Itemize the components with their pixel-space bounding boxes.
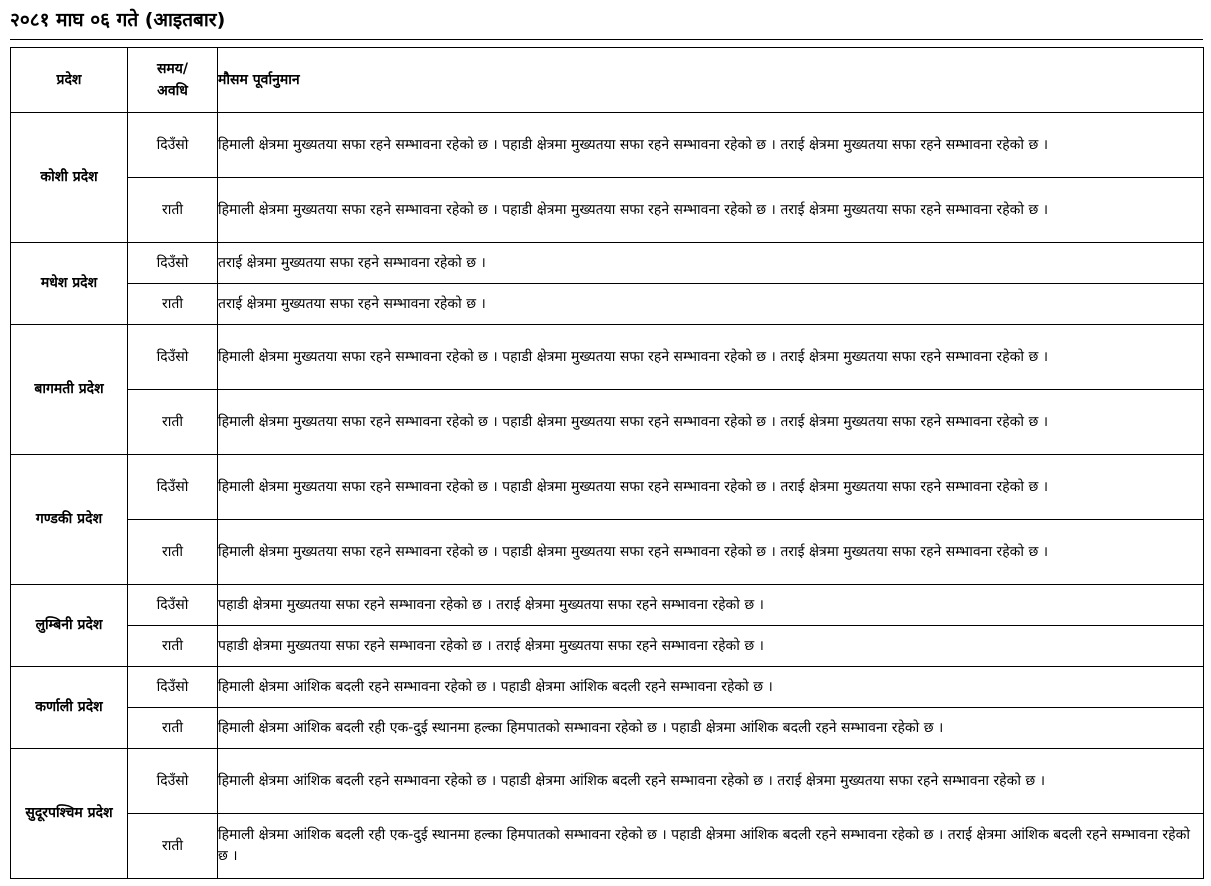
forecast-text: हिमाली क्षेत्रमा मुख्यतया सफा रहने सम्भावना रहेको छ । पहाडी क्षेत्रमा मुख्यतया सफा रहने सम्भावना रहेको छ । तराई क्षेत्रमा मुख्यतया सफा रहने सम्भावना रहेको छ । [218,325,1204,390]
province-name: कर्णाली प्रदेश [11,667,128,749]
header-forecast: मौसम पूर्वानुमान [218,48,1204,113]
table-header-row [11,48,1204,113]
header-time-line2: अवधि [157,83,188,99]
table-row-gandaki-night [11,520,1204,585]
province-name: बागमती प्रदेश [11,325,128,455]
period-night: राती [128,814,218,879]
period-day: दिउँसो [128,113,218,178]
forecast-text: हिमाली क्षेत्रमा आंशिक बदली रही एक-दुई स्थानमा हल्का हिमपातको सम्भावना रहेको छ । पहाडी क्षेत्रमा आंशिक बदली रहने सम्भावना रहेको छ । [218,708,1204,749]
forecast-text: हिमाली क्षेत्रमा मुख्यतया सफा रहने सम्भावना रहेको छ । पहाडी क्षेत्रमा मुख्यतया सफा रहने सम्भावना रहेको छ । तराई क्षेत्रमा मुख्यतया सफा रहने सम्भावना रहेको छ । [218,520,1204,585]
forecast-text: तराई क्षेत्रमा मुख्यतया सफा रहने सम्भावना रहेको छ । [218,284,1204,325]
forecast-text: हिमाली क्षेत्रमा आंशिक बदली रहने सम्भावना रहेको छ । पहाडी क्षेत्रमा आंशिक बदली रहने सम्भावना रहेको छ । तराई क्षेत्रमा मुख्यतया सफा रहने सम्भावना रहेको छ । [218,749,1204,814]
table-row-sudurpashchim-day [11,749,1204,814]
period-night: राती [128,284,218,325]
period-night: राती [128,390,218,455]
table-row-koshi-night [11,178,1204,243]
forecast-text: हिमाली क्षेत्रमा मुख्यतया सफा रहने सम्भावना रहेको छ । पहाडी क्षेत्रमा मुख्यतया सफा रहने सम्भावना रहेको छ । तराई क्षेत्रमा मुख्यतया सफा रहने सम्भावना रहेको छ । [218,178,1204,243]
period-day: दिउँसो [128,325,218,390]
period-day: दिउँसो [128,749,218,814]
forecast-text: तराई क्षेत्रमा मुख्यतया सफा रहने सम्भावना रहेको छ । [218,243,1204,284]
table-row-karnali-day [11,667,1204,708]
table-row-sudurpashchim-night [11,814,1204,879]
header-time-line1: समय/ [156,61,189,77]
forecast-text: हिमाली क्षेत्रमा मुख्यतया सफा रहने सम्भावना रहेको छ । पहाडी क्षेत्रमा मुख्यतया सफा रहने सम्भावना रहेको छ । तराई क्षेत्रमा मुख्यतया सफा रहने सम्भावना रहेको छ । [218,455,1204,520]
forecast-text: पहाडी क्षेत्रमा मुख्यतया सफा रहने सम्भावना रहेको छ । तराई क्षेत्रमा मुख्यतया सफा रहने सम्भावना रहेको छ । [218,626,1204,667]
forecast-text: हिमाली क्षेत्रमा मुख्यतया सफा रहने सम्भावना रहेको छ । पहाडी क्षेत्रमा मुख्यतया सफा रहने सम्भावना रहेको छ । तराई क्षेत्रमा मुख्यतया सफा रहने सम्भावना रहेको छ । [218,390,1204,455]
period-day: दिउँसो [128,243,218,284]
province-name: गण्डकी प्रदेश [11,455,128,585]
table-row-bagmati-day [11,325,1204,390]
period-day: दिउँसो [128,585,218,626]
period-night: राती [128,178,218,243]
period-night: राती [128,520,218,585]
title-divider [10,39,1203,40]
forecast-table [10,47,1204,879]
period-night: राती [128,626,218,667]
header-time [128,48,218,113]
table-row-madhesh-night [11,284,1204,325]
page-title: २०८१ माघ ०६ गते (आइतबार) [10,9,226,31]
province-name: लुम्बिनी प्रदेश [11,585,128,667]
period-day: दिउँसो [128,667,218,708]
table-row-madhesh-day [11,243,1204,284]
period-night: राती [128,708,218,749]
province-name: सुदूरपश्चिम प्रदेश [11,749,128,879]
forecast-text: हिमाली क्षेत्रमा आंशिक बदली रहने सम्भावना रहेको छ । पहाडी क्षेत्रमा आंशिक बदली रहने सम्भावना रहेको छ । [218,667,1204,708]
table-row-lumbini-day [11,585,1204,626]
header-province: प्रदेश [11,48,128,113]
table-row-koshi-day [11,113,1204,178]
province-name: मधेश प्रदेश [11,243,128,325]
forecast-text: पहाडी क्षेत्रमा मुख्यतया सफा रहने सम्भावना रहेको छ । तराई क्षेत्रमा मुख्यतया सफा रहने सम्भावना रहेको छ । [218,585,1204,626]
forecast-text: हिमाली क्षेत्रमा आंशिक बदली रही एक-दुई स्थानमा हल्का हिमपातको सम्भावना रहेको छ । पहाडी क्षेत्रमा आंशिक बदली रहने सम्भावना रहेको छ । तराई क्षेत्रमा आंशिक बदली रहने सम्भावना रहेको छ । [218,814,1204,879]
period-day: दिउँसो [128,455,218,520]
table-row-karnali-night [11,708,1204,749]
table-row-bagmati-night [11,390,1204,455]
table-row-gandaki-day [11,455,1204,520]
province-name: कोशी प्रदेश [11,113,128,243]
table-row-lumbini-night [11,626,1204,667]
forecast-text: हिमाली क्षेत्रमा मुख्यतया सफा रहने सम्भावना रहेको छ । पहाडी क्षेत्रमा मुख्यतया सफा रहने सम्भावना रहेको छ । तराई क्षेत्रमा मुख्यतया सफा रहने सम्भावना रहेको छ । [218,113,1204,178]
